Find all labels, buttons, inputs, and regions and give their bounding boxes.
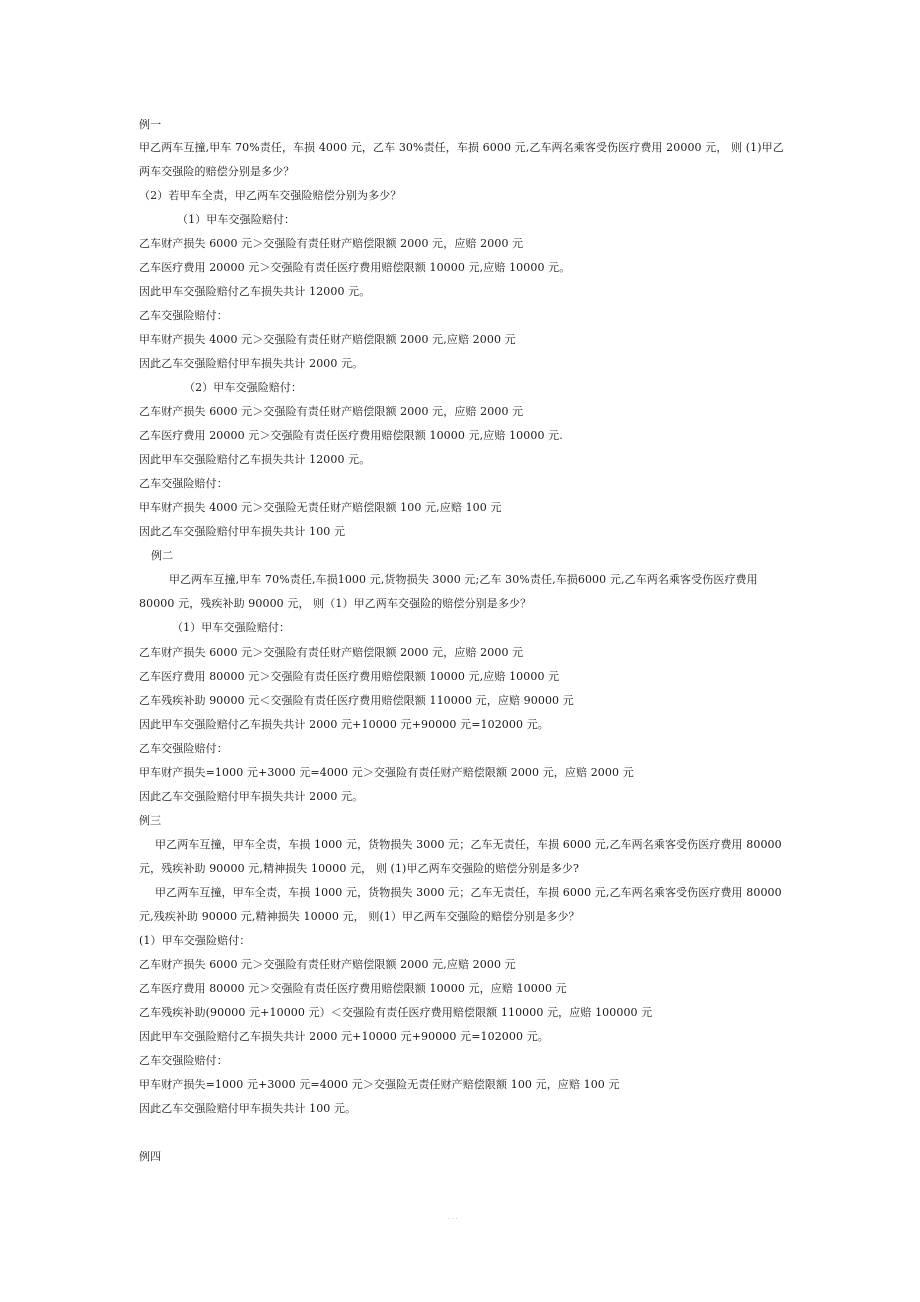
- paragraph-line: 甲车财产损失=1000 元+3000 元=4000 元＞交强险无责任财产赔偿限额 100 元，应赔 100 元: [139, 1078, 620, 1091]
- example-heading-2: 例二: [151, 549, 174, 562]
- paragraph-line: 甲车财产损失=1000 元+3000 元=4000 元＞交强险有责任财产赔偿限额 2000 元，应赔 2000 元: [139, 766, 634, 779]
- paragraph-line: 乙车残疾补助(90000 元+10000 元）＜交强险有责任医疗费用赔偿限额 110000 元，应赔 100000 元: [139, 1006, 653, 1019]
- paragraph-line: 乙车交强险赔付：: [139, 1054, 228, 1067]
- paragraph-line: 乙车财产损失 6000 元＞交强险有责任财产赔偿限额 2000 元，应赔 2000 元: [139, 646, 524, 659]
- paragraph-line: 甲车财产损失 4000 元＞交强险无责任财产赔偿限额 100 元,应赔 100 元: [139, 501, 502, 514]
- question-1: 甲乙两车互撞,甲车 70%责任，车损 4000 元，乙车 30%责任，车损 6000 元,乙车两名乘客受伤医疗费用 20000 元， 则 (1)甲乙两车交强险的赔偿分别是多少？: [139, 141, 784, 178]
- example-heading-1: 例一: [139, 118, 162, 131]
- section-2-heading: （2）甲车交强险赔付：: [184, 381, 303, 394]
- paragraph-line: 因此甲车交强险赔付乙车损失共计 12000 元。: [139, 453, 371, 466]
- section-heading: (1）甲车交强险赔付：: [139, 934, 251, 947]
- example-heading-4: 例四: [139, 1150, 162, 1163]
- example-heading-3: 例三: [139, 814, 162, 827]
- paragraph-line: 因此乙车交强险赔付甲车损失共计 100 元。: [139, 1102, 357, 1115]
- paragraph-line: 乙车财产损失 6000 元＞交强险有责任财产赔偿限额 2000 元，应赔 2000 元: [139, 237, 524, 250]
- question-3-repeat: 甲乙两车互撞，甲车全责，车损 1000 元，货物损失 3000 元；乙车无责任，车损 6000 元,乙车两名乘客受伤医疗费用 80000 元,残疾补助 90000 元,精神损失 10000 元， 则(1）甲乙两车交强险的赔偿分别是多少？: [139, 886, 782, 923]
- paragraph-line: 因此乙车交强险赔付甲车损失共计 100 元: [139, 525, 346, 538]
- paragraph-line: 因此乙车交强险赔付甲车损失共计 2000 元。: [139, 790, 364, 803]
- question-1-part-2: （2）若甲车全责，甲乙两车交强险赔偿分别为多少？: [139, 189, 402, 202]
- paragraph-line: 乙车财产损失 6000 元＞交强险有责任财产赔偿限额 2000 元，应赔 2000 元: [139, 405, 524, 418]
- paragraph-line: 乙车医疗费用 80000 元＞交强险有责任医疗费用赔偿限额 10000 元,应赔 10000 元: [139, 670, 560, 683]
- paragraph-line: 乙车交强险赔付：: [139, 742, 228, 755]
- paragraph-line: 乙车残疾补助 90000 元＜交强险有责任医疗费用赔偿限额 110000 元，应赔 90000 元: [139, 694, 574, 707]
- paragraph-line: 因此乙车交强险赔付甲车损失共计 2000 元。: [139, 357, 364, 370]
- paragraph-line: 乙车财产损失 6000 元＞交强险有责任财产赔偿限额 2000 元,应赔 2000 元: [139, 958, 516, 971]
- paragraph-line: 乙车医疗费用 20000 元＞交强险有责任医疗费用赔偿限额 10000 元,应赔 10000 元.: [139, 429, 563, 442]
- question-3: 甲乙两车互撞，甲车全责，车损 1000 元，货物损失 3000 元；乙车无责任，车损 6000 元,乙车两名乘客受伤医疗费用 80000 元，残疾补助 90000 元,精神损失 10000 元， 则 (1)甲乙两车交强险的赔偿分别是多少?: [139, 838, 782, 875]
- paragraph-line: 因此甲车交强险赔付乙车损失共计 12000 元。: [139, 285, 371, 298]
- paragraph-line: 乙车医疗费用 80000 元＞交强险有责任医疗费用赔偿限额 10000 元，应赔 10000 元: [139, 982, 567, 995]
- paragraph-line: 乙车交强险赔付：: [139, 477, 228, 490]
- paragraph-line: 因此甲车交强险赔付乙车损失共计 2000 元+10000 元+90000 元=102000 元。: [139, 718, 549, 731]
- section-1-heading: （1）甲车交强险赔付：: [177, 213, 296, 226]
- section-heading: （1）甲车交强险赔付：: [172, 621, 291, 634]
- paragraph-line: 甲车财产损失 4000 元＞交强险有责任财产赔偿限额 2000 元,应赔 2000 元: [139, 333, 516, 346]
- paragraph-line: 因此甲车交强险赔付乙车损失共计 2000 元+10000 元+90000 元=102000 元。: [139, 1030, 549, 1043]
- paragraph-line: 乙车交强险赔付：: [139, 309, 228, 322]
- paragraph-line: 乙车医疗费用 20000 元＞交强险有责任医疗费用赔偿限额 10000 元,应赔 10000 元。: [139, 261, 571, 274]
- question-2: 甲乙两车互撞,甲车 70%责任,车损1000 元,货物损失 3000 元;乙车 30%责任,车损6000 元,乙车两名乘客受伤医疗费用 80000 元，残疾补助 90000 元， 则（1）甲乙两车交强险的赔偿分别是多少？: [139, 573, 758, 610]
- page-footer-mark: · · ·: [448, 1216, 458, 1223]
